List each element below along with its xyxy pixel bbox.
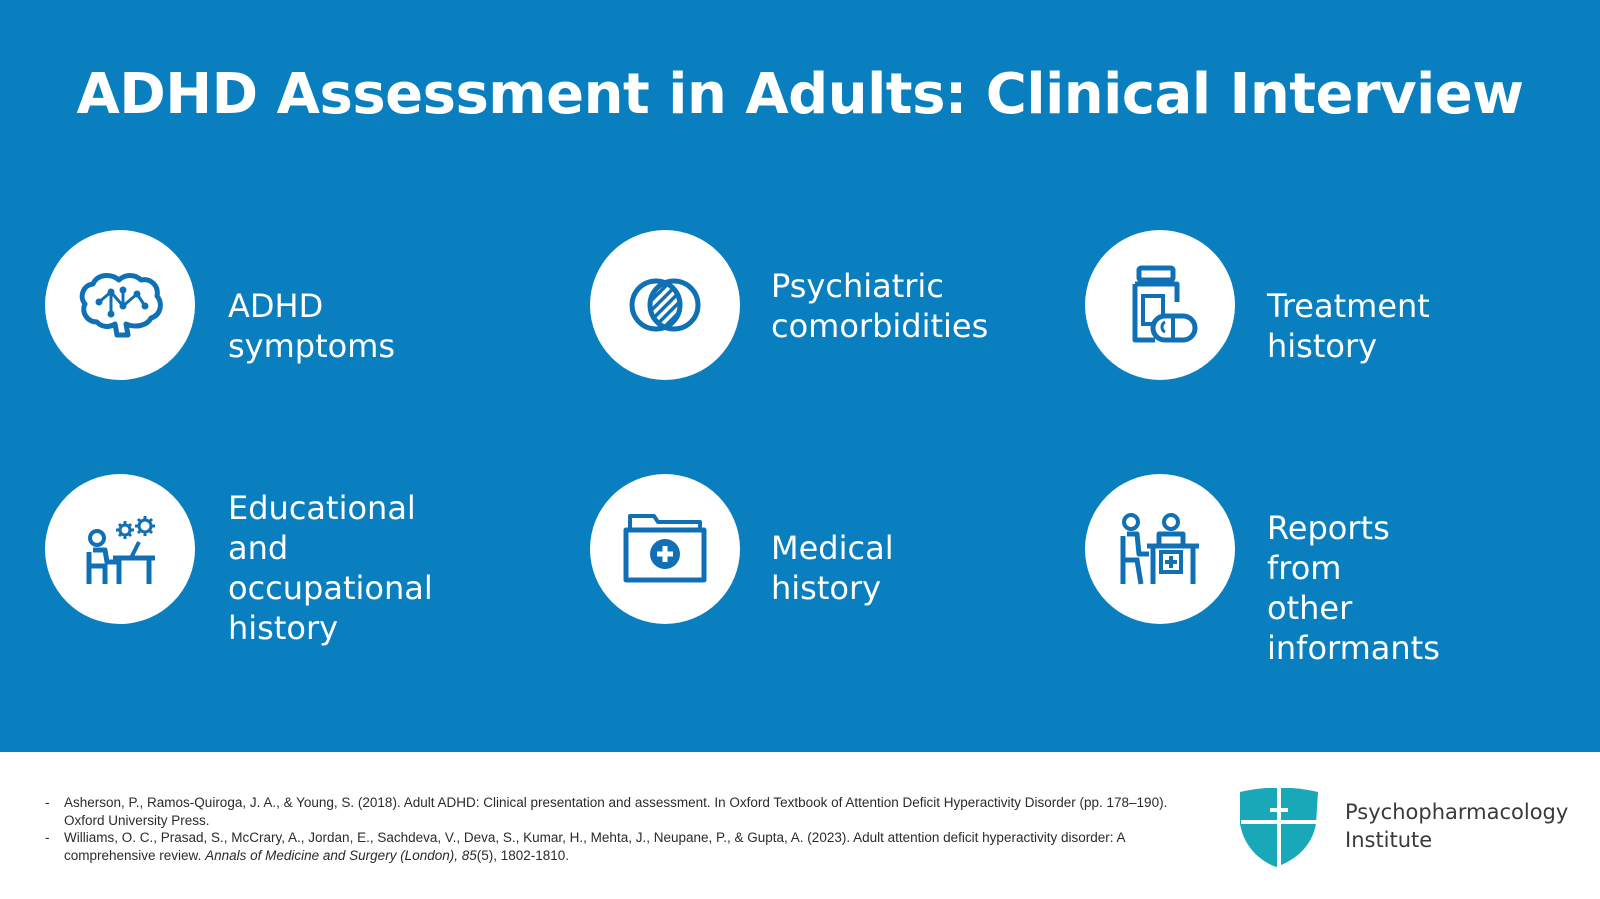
reference-text: (5), 1802-1810. <box>476 847 570 863</box>
reference-item <box>45 794 1195 829</box>
icon-circle <box>590 474 740 624</box>
item-label: Psychiatric comorbidities <box>771 267 989 345</box>
medical-folder-icon <box>620 504 710 594</box>
references-list <box>45 794 1195 864</box>
item-label: Treatment history <box>1267 287 1430 365</box>
reference-item <box>45 829 1195 864</box>
item-label: Educational and occupational history <box>228 489 433 647</box>
footer <box>0 752 1600 899</box>
item-label: Reports from other informants <box>1267 509 1440 667</box>
icon-circle <box>1085 474 1235 624</box>
icon-circle <box>1085 230 1235 380</box>
slide-title: ADHD Assessment in Adults: Clinical Interview <box>76 62 1524 127</box>
item-label: Medical history <box>771 529 894 607</box>
reference-text: Williams, O. C., Prasad, S., McCrary, A., Jordan, E., Sachdeva, V., Deva, S., Kumar, H., Mehta, J., Neupane, P., & Gupta, A. (2023). Adult attention deficit hyperactivity disorder: A comprehensive review. <box>64 830 1125 863</box>
consultation-icon <box>1115 504 1205 594</box>
shield-logo-icon <box>1238 788 1320 868</box>
person-at-desk-icon <box>75 504 165 594</box>
brain-icon <box>75 260 165 350</box>
reference-text: Asherson, P., Ramos-Quiroga, J. A., & Young, S. (2018). Adult ADHD: Clinical presentation and assessment. In Oxford Textbook of Attention Deficit Hyperactivity Disorder (pp. 178–190). Oxford University Press. <box>64 795 1168 828</box>
logo <box>1238 788 1568 868</box>
item-label: ADHD symptoms <box>228 287 396 365</box>
reference-journal: Annals of Medicine and Surgery (London), 85 <box>205 847 477 863</box>
overlapping-circles-icon <box>620 260 710 350</box>
medication-bottle-icon <box>1115 260 1205 350</box>
icon-circle <box>45 230 195 380</box>
icon-circle <box>590 230 740 380</box>
icon-circle <box>45 474 195 624</box>
logo-text: Psychopharmacology Institute <box>1345 800 1569 852</box>
